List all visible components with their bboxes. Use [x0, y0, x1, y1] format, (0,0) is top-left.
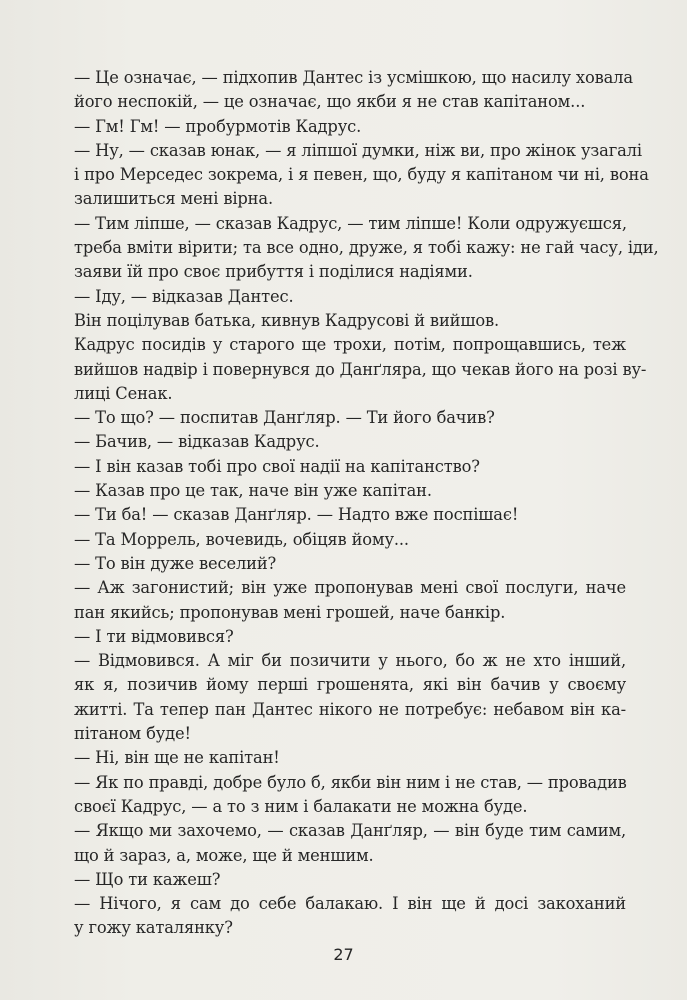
text-line: — Та Моррель, вочевидь, обіцяв йому...: [74, 529, 409, 549]
text-line: — Як по правді, добре було б, якби він ним і не став, — провадив: [74, 772, 627, 792]
text-line: вийшов надвір і повернувся до Данґляра, що чекав його на розі ву-: [74, 359, 647, 379]
text-line: — Казав про це так, наче він уже капітан.: [74, 481, 432, 501]
text-line: його неспокій, — це означає, що якби я не став капітаном...: [74, 92, 586, 112]
text-line: як я, позичив йому перші грошенята, які він бачив у своєму: [74, 675, 626, 695]
text-line: своєї Кадрус, — а то з ним і балакати не можна буде.: [74, 796, 528, 816]
text-line: що й зараз, а, може, ще й меншим.: [74, 845, 374, 865]
text-line: житті. Та тепер пан Дантес нікого не потребує: небавом він ка-: [74, 699, 626, 719]
text-line: заяви їй про своє прибуття і поділися надіями.: [74, 262, 473, 282]
text-line: — Тим ліпше, — сказав Кадрус, — тим ліпше! Коли одружуєшся,: [74, 213, 627, 233]
text-line: — Гм! Гм! — пробурмотів Кадрус.: [74, 116, 362, 136]
text-line: треба вміти вірити; та все одно, друже, я тобі кажу: не гай часу, іди,: [74, 238, 659, 258]
body-text: [74, 66, 659, 941]
text-line: пан якийсь; пропонував мені грошей, наче банкір.: [74, 602, 506, 622]
text-line: — Ну, — сказав юнак, — я ліпшої думки, ніж ви, про жінок узагалі: [74, 140, 642, 160]
text-line: — То що? — поспитав Данґляр. — Ти його бачив?: [74, 408, 495, 428]
text-line: — Аж загонистий; він уже пропонував мені свої послуги, наче: [74, 578, 626, 598]
text-line: Він поцілував батька, кивнув Кадрусові й вийшов.: [74, 310, 500, 330]
text-line: Кадрус посидів у старого ще трохи, потім, попрощавшись, теж: [74, 335, 626, 355]
text-line: — І ти відмовився?: [74, 626, 234, 646]
text-line: — Іду, — відказав Дантес.: [74, 286, 294, 306]
page-number: 27: [333, 945, 354, 964]
text-line: — То він дуже веселий?: [74, 553, 277, 573]
text-line: — Ні, він ще не капітан!: [74, 748, 280, 768]
text-line: залишиться мені вірна.: [74, 189, 273, 209]
text-line: у гожу каталянку?: [74, 918, 233, 938]
text-line: — Бачив, — відказав Кадрус.: [74, 432, 320, 452]
text-line: — Це означає, — підхопив Дантес із усмішкою, що насилу ховала: [74, 68, 633, 87]
text-line: — Що ти кажеш?: [74, 869, 221, 889]
text-line: — І він казав тобі про свої надії на капітанство?: [74, 456, 480, 476]
text-line: — Ти ба! — сказав Данґляр. — Надто вже поспішає!: [74, 505, 519, 525]
text-line: лиці Сенак.: [74, 383, 173, 403]
text-line: пітаном буде!: [74, 724, 191, 744]
text-line: — Нічого, я сам до себе балакаю. І він ще й досі закоханий: [74, 894, 626, 914]
text-line: і про Мерседес зокрема, і я певен, що, буду я капітаном чи ні, вона: [74, 165, 649, 185]
text-line: — Якщо ми захочемо, — сказав Данґляр, — він буде тим самим,: [74, 821, 626, 841]
text-line: — Відмовився. А міг би позичити у нього, бо ж не хто інший,: [74, 651, 626, 671]
